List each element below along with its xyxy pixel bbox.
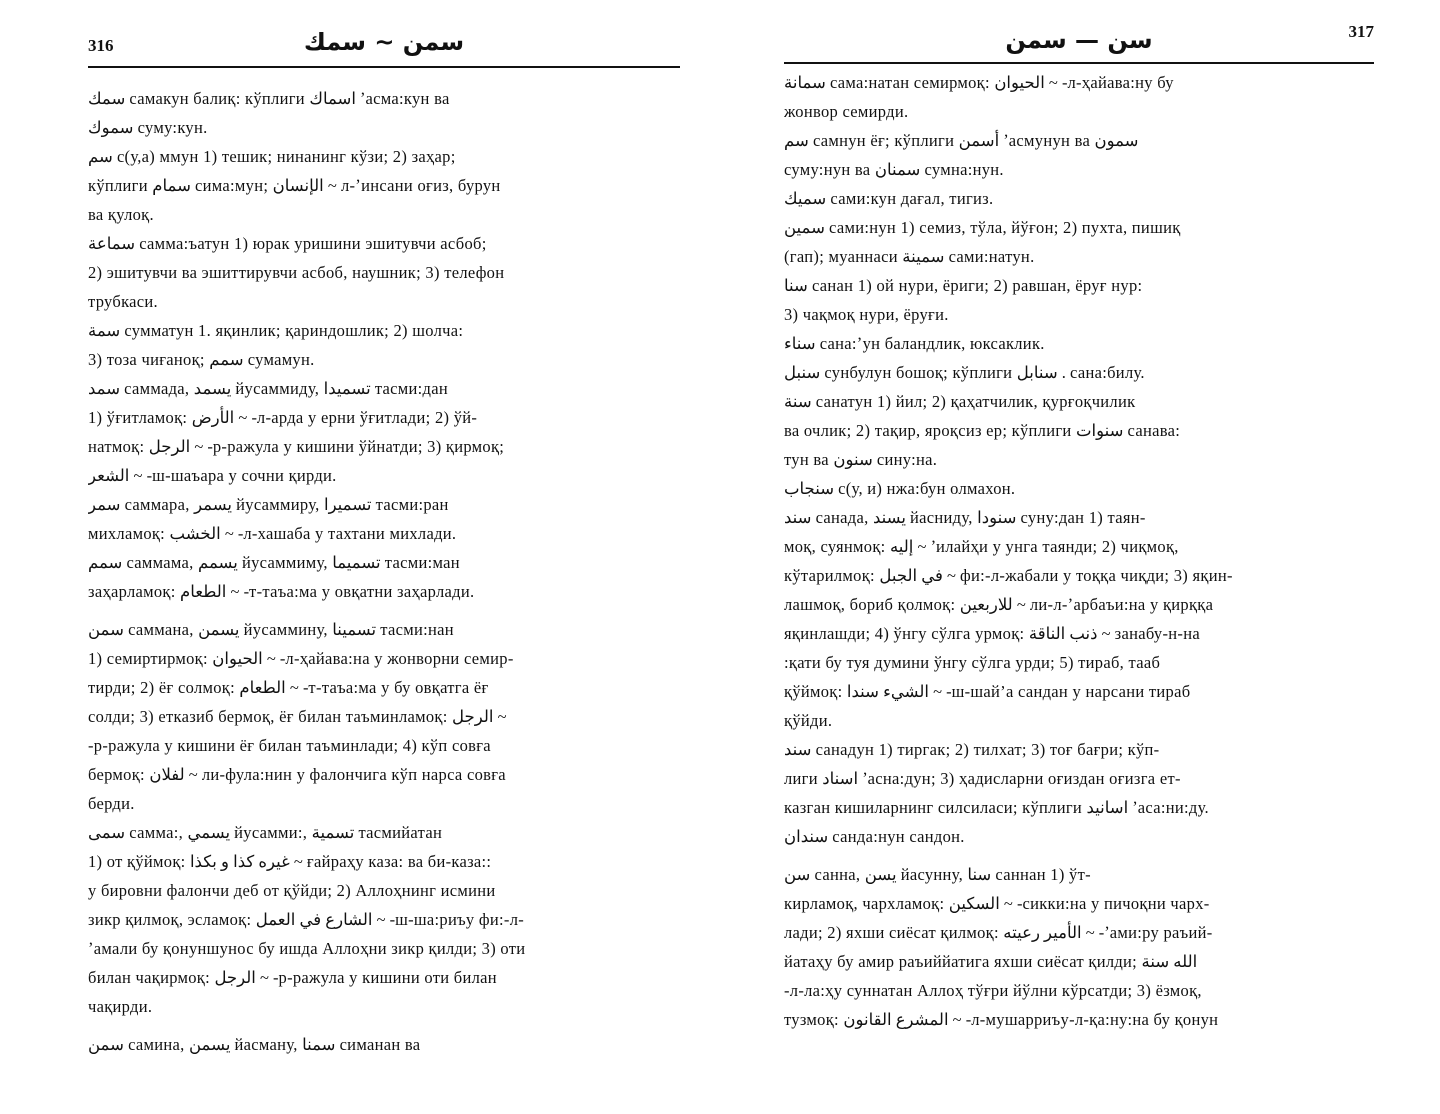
text-line: берди. [88, 794, 135, 813]
text-line: سماعة самма:ъатун 1) юрак уришини эшитувчи асбоб; [88, 234, 487, 253]
text-line: سم с(у,а) ммун 1) тешик; нинанинг кўзи; 2) заҳар; [88, 147, 456, 166]
text-line: кўплиги سمام сима:мун; الإنسان ~ л-ʼинсани оғиз, бурун [88, 176, 501, 195]
text-line: سمن саммана, يسمن йусаммину, تسمينا тасми:нан [88, 620, 454, 639]
left-page-header [88, 22, 680, 62]
right-header-rule [784, 62, 1374, 64]
left-header-rule [88, 66, 680, 68]
text-line: заҳарламоқ: الطعام ~ -т-таъа:ма у овқатни заҳарлади. [88, 582, 475, 601]
text-line: тирди; 2) ёғ солмоқ: الطعام ~ -т-таъа:ма у бу овқатга ёғ [88, 678, 489, 697]
text-line: чақирди. [88, 997, 153, 1016]
text-line: казган кишиларнинг силсиласи; кўплиги اسانيد ʼаса:ни:ду. [784, 798, 1209, 817]
right-page-text [784, 68, 1374, 1034]
left-running-head: سمن ~ سمك [303, 28, 465, 56]
text-line: тун ва سنون сину:на. [784, 450, 938, 469]
text-line: سند санадун 1) тиргак; 2) тилхат; 3) тоғ бағри; кўп- [784, 740, 1160, 759]
text-line: سموك суму:кун. [88, 118, 208, 137]
right-page-number: 317 [1348, 22, 1374, 41]
text-line: қўймоқ: الشيء سندا ~ -ш-шай’а сандан у нарсани тираб [784, 682, 1191, 701]
text-line: سنجاب с(у, и) нжа:бун олмахон. [784, 479, 1016, 498]
text-line: سمين сами:нун 1) семиз, тўла, йўғон; 2) пухта, пишиқ [784, 218, 1181, 237]
text-line: ʼамали бу қонуншунос бу ишда Аллоҳни зикр қилди; 3) оти [88, 939, 526, 958]
text-line: 2) эшитувчи ва эшиттирувчи асбоб, наушник; 3) телефон [88, 263, 505, 282]
text-line: лиги اسناد ʼасна:дун; 3) ҳадисларни оғиздан оғизга ет- [784, 769, 1181, 788]
text-line: кирламоқ, чархламоқ: السكين ~ -сикки:на у пичоқни чарх- [784, 894, 1210, 913]
text-line: солди; 3) етказиб бермоқ, ёғ билан таъминламоқ: الرجل ~ [88, 707, 507, 726]
text-line: қўйди. [784, 711, 833, 730]
text-line: -л-ла:ҳу суннатан Аллоҳ тўғри йўлни кўрсатди; 3) ёзмоқ, [784, 981, 1202, 1000]
text-line: зикр қилмоқ, эсламоқ: الشارع في العمل ~ -ш-ша:риъу фи:-л- [88, 910, 525, 929]
text-line: :қати бу туя думини ўнгу сўлга урди; 5) тираб, тааб [784, 653, 1161, 672]
text-line: у бировни фалончи деб от қўйди; 2) Аллоҳнинг исмини [88, 881, 496, 900]
text-line: -р-ражула у кишини ёғ билан таъминлади; 4) кўп совға [88, 736, 491, 755]
left-page [88, 0, 680, 1114]
text-line: سناء сана:ʼун баландлик, юксаклик. [784, 334, 1045, 353]
text-line: билан чақирмоқ: الرجل ~ -р-ражула у кишини оти билан [88, 968, 497, 987]
text-line: سنة санатун 1) йил; 2) қаҳатчилик, қурғоқчилик [784, 392, 1136, 411]
text-line: سند санада, يسند йасниду, سنودا суну:дан 1) таян- [784, 508, 1146, 527]
text-line: سن санна, يسن йасунну, سنا саннан 1) ўт- [784, 865, 1091, 884]
text-line: سندان санда:нун сандон. [784, 827, 965, 846]
text-line: кўтарилмоқ: في الجبل ~ фи:-л-жабали у тоққа чиқди; 3) яқин- [784, 566, 1233, 585]
text-line: бермоқ: لفلان ~ ли-фула:нин у фалончига кўп нарса совға [88, 765, 506, 784]
text-line: سميك сами:кун дағал, тигиз. [784, 189, 994, 208]
right-page-header [784, 22, 1374, 62]
text-line: лашмоқ, бориб қолмоқ: للاربعين ~ ли-л-ʼарбаъи:на у қирққа [784, 595, 1214, 614]
text-line: моқ, суянмоқ: إليه ~ ʼилайҳи у унга таянди; 2) чиқмоқ, [784, 537, 1179, 556]
left-page-number: 316 [88, 36, 114, 55]
text-line: (гап); муаннаси سمينة сами:натун. [784, 247, 1035, 266]
right-running-head: سن — سمن [1005, 26, 1153, 54]
text-line: سنا санан 1) ой нури, ёриги; 2) равшан, ёруғ нур: [784, 276, 1143, 295]
text-line: тузмоқ: المشرع القانون ~ -л-мушарриъу-л-қа:ну:на бу қонун [784, 1010, 1219, 1029]
text-line: سمد саммада, يسمد йусаммиду, تسميدا тасми:дан [88, 379, 448, 398]
text-line: лади; 2) яхши сиёсат қилмоқ: الأمير رعيته ~ -ʼами:ру раъий- [784, 923, 1213, 942]
text-line: سمر саммара, يسمر йусаммиру, تسميرا тасми:ран [88, 495, 449, 514]
text-line: 3) тоза чиғаноқ; سمم сумамун. [88, 350, 315, 369]
text-line: михламоқ: الخشب ~ -л-хашаба у тахтани михлади. [88, 524, 457, 543]
text-line: سم самнун ёғ; кўплиги أسمن ʼасмунун ва سمون [784, 131, 1139, 150]
text-line: 3) чақмоқ нури, ёруғи. [784, 305, 949, 324]
text-line: жонвор семирди. [784, 102, 909, 121]
text-line: سمك самакун балиқ: кўплиги اسماك ʼасма:кун ва [88, 89, 450, 108]
text-line: سمن самина, يسمن йасману, سمنا симанан ва [88, 1035, 421, 1054]
text-line: трубкаси. [88, 292, 158, 311]
text-line: 1) ўғитламоқ: الأرض ~ -л-арда у ерни ўғитлади; 2) ўй- [88, 408, 478, 427]
text-line: سمم саммама, يسمم йусаммиму, تسميما тасми:ман [88, 553, 460, 572]
text-line: سمى самма:, يسمي йусамми:, تسمية тасмийатан [88, 823, 443, 842]
text-line: سمانة сама:натан семирмоқ: الحيوان ~ -л-ҳайава:ну бу [784, 73, 1174, 92]
text-line: ва қулоқ. [88, 205, 154, 224]
text-line: 1) от қўймоқ: غيره كذا و بكذا ~ ғайраҳу каза: ва би-каза:: [88, 852, 492, 871]
left-page-text [88, 84, 680, 1059]
right-page [784, 0, 1374, 1114]
text-line: 1) семиртирмоқ: الحيوان ~ -л-ҳайава:на у жонворни семир- [88, 649, 514, 668]
text-line: яқинлашди; 4) ўнгу сўлга урмоқ: ذنب الناقة ~ занабу-н-на [784, 624, 1200, 643]
text-line: ва очлик; 2) тақир, яроқсиз ер; кўплиги سنوات санава: [784, 421, 1181, 440]
text-line: натмоқ: الرجل ~ -р-ражула у кишини ўйнатди; 3) қирмоқ; [88, 437, 505, 456]
text-line: йатаҳу бу амир раъиййатига яхши сиёсат қилди; الله سنة [784, 952, 1198, 971]
text-line: سمة сумматун 1. яқинлик; қариндошлик; 2) шолча: [88, 321, 464, 340]
text-line: суму:нун ва سمنان сумна:нун. [784, 160, 1004, 179]
text-line: سنبل сунбулун бошоқ; кўплиги سنابل . сана:билу. [784, 363, 1145, 382]
text-line: الشعر ~ -ш-шаъара у сочни қирди. [88, 466, 337, 485]
